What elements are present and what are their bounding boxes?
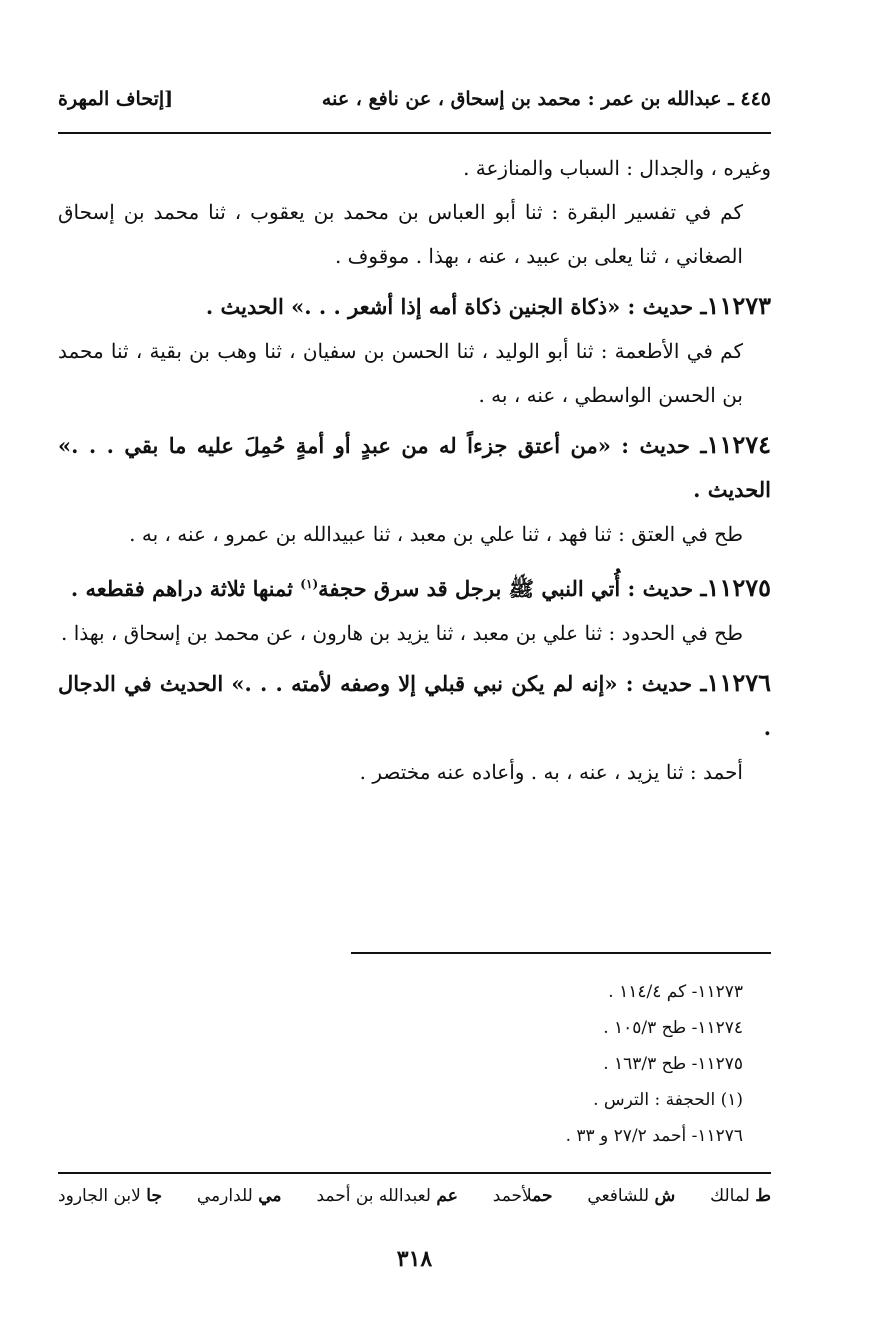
hadith-number: ١١٢٧٦ <box>706 668 771 697</box>
abbreviation-name: لعبدالله بن أحمد <box>316 1186 431 1206</box>
abbreviation-item <box>587 1186 675 1206</box>
footnote-item: ١١٢٧٦- أحمد ٢٧/٢ و ٣٣ . <box>565 1126 743 1146</box>
text-line: وغيره ، والجدال : السباب والمنازعة . <box>463 156 771 180</box>
hadith-text: ـ حديث : «من أعتق جزءاً له من عبدٍ أو أمةٍ حُمِلَ عليه ما بقي . . .» الحديث . <box>58 433 771 502</box>
footnote-marker: (١) <box>300 577 319 591</box>
source-paragraph: طح في الحدود : ثنا علي بن معبد ، ثنا يزيد بن هارون ، عن محمد بن إسحاق ، بهذا . <box>60 621 743 645</box>
hadith-text: ـ حديث : أُتي النبي ﷺ برجل قد سرق حجفة <box>318 576 707 601</box>
footnote-item: ١١٢٧٤- طح ١٠٥/٣ . <box>603 1018 743 1038</box>
page-number: ٣١٨ <box>396 1246 433 1272</box>
source-paragraph: كم في الأطعمة : ثنا أبو الوليد ، ثنا الحسن بن سفيان ، ثنا وهب بن بقية ، ثنا محمد بن الحسن الواسطي ، عنه ، به . <box>58 339 743 407</box>
hadith-number: ١١٢٧٤ <box>706 430 771 459</box>
abbreviation-name: لأحمد <box>492 1186 533 1206</box>
hadith-heading-11274 <box>58 423 771 512</box>
book-title: [إتحاف المهرة <box>58 88 174 110</box>
header-rule <box>58 132 771 134</box>
hadith-heading-11273 <box>58 284 771 329</box>
hadith-heading-11275 <box>58 562 771 611</box>
abbreviation-item <box>197 1186 282 1206</box>
abbreviation-code: حم <box>532 1186 553 1206</box>
source-paragraph: طح في العتق : ثنا فهد ، ثنا علي بن معبد ، ثنا عبيدالله بن عمرو ، عنه ، به . <box>129 522 743 546</box>
main-text <box>58 146 771 794</box>
footer-rule <box>58 1172 771 1174</box>
footnotes <box>566 974 743 1154</box>
hadith-heading-11276 <box>58 661 771 750</box>
abbreviation-code: جا <box>146 1186 162 1206</box>
source-paragraph: كم في تفسير البقرة : ثنا أبو العباس بن محمد بن يعقوب ، ثنا محمد بن إسحاق الصغاني ، ثنا يعلى بن عبيد ، عنه ، بهذا . موقوف . <box>58 200 743 268</box>
hadith-text: ـ حديث : «ذكاة الجنين ذكاة أمه إذا أشعر . . .» الحديث . <box>205 294 707 319</box>
abbreviation-name: لابن الجارود <box>58 1186 141 1206</box>
hadith-text: ـ حديث : «إنه لم يكن نبي قبلي إلا وصفه لأمته . . .» الحديث في الدجال . <box>58 671 771 740</box>
abbreviation-key <box>58 1186 771 1206</box>
abbreviation-code: عم <box>436 1186 458 1206</box>
abbreviation-code: ط <box>755 1186 771 1206</box>
abbreviation-code: مي <box>258 1186 282 1206</box>
running-title: ٤٤٥ ـ عبدالله بن عمر : محمد بن إسحاق ، عن نافع ، عنه <box>321 88 771 110</box>
footnote-item: (١) الحجفة : الترس . <box>593 1090 743 1110</box>
abbreviation-code: ش <box>654 1186 676 1206</box>
source-paragraph: أحمد : ثنا يزيد ، عنه ، به . وأعاده عنه مختصر . <box>359 760 743 784</box>
hadith-text-continued: ثمنها ثلاثة دراهم فقطعه . <box>70 576 301 601</box>
document-page <box>58 0 771 1333</box>
abbreviation-item <box>493 1186 553 1206</box>
abbreviation-item <box>58 1186 162 1206</box>
abbreviation-name: للدارمي <box>196 1186 253 1206</box>
hadith-number: ١١٢٧٥ <box>706 573 771 602</box>
footnote-item: ١١٢٧٣- كم ١١٤/٤ . <box>608 982 743 1002</box>
abbreviation-item <box>710 1186 771 1206</box>
abbreviation-name: لمالك <box>710 1186 750 1206</box>
footnote-rule <box>351 952 771 954</box>
footnote-item: ١١٢٧٥- طح ١٦٣/٣ . <box>603 1054 743 1074</box>
page-header <box>58 82 771 116</box>
abbreviation-item <box>316 1186 457 1206</box>
abbreviation-name: للشافعي <box>587 1186 650 1206</box>
hadith-number: ١١٢٧٣ <box>706 291 771 320</box>
